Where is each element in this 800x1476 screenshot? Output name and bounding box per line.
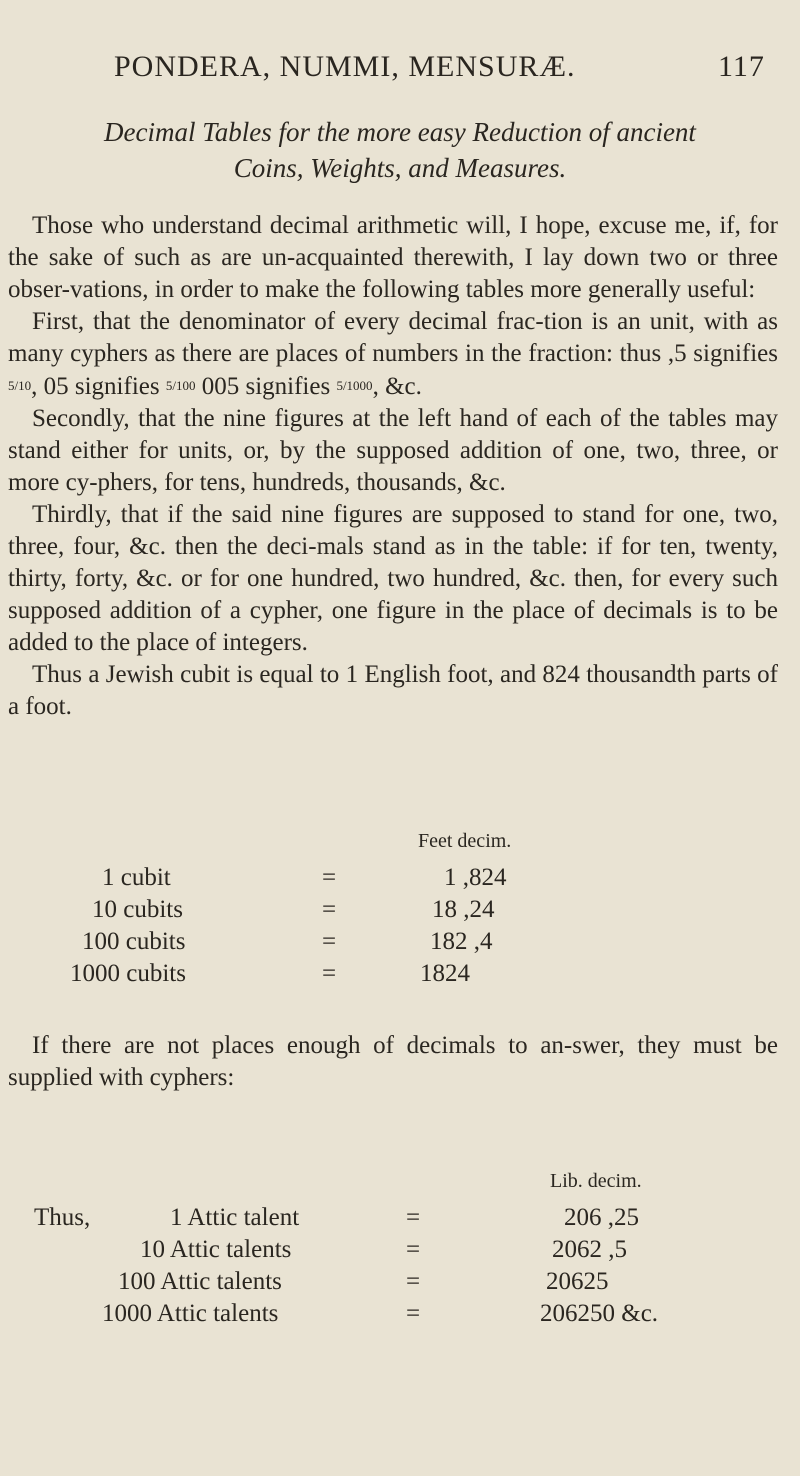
paragraph-first-text: First, that the denominator of every decimal frac-tion is an unit, with as many cyphers as there are places of numbers in the fraction: thus ,5 signifies: [8, 308, 778, 367]
cubit-label: 1 cubit: [102, 864, 171, 891]
talent-value: 2062 ,5: [552, 1236, 627, 1263]
talent-label: 100 Attic talents: [118, 1268, 282, 1295]
cubit-value: 1 ,824: [444, 864, 507, 891]
talent-label: 1 Attic talent: [170, 1204, 300, 1231]
body-text-2: [8, 1030, 778, 1094]
talent-value: 206 ,25: [564, 1204, 639, 1231]
table-row: [0, 864, 800, 896]
cubit-value: 182 ,4: [430, 928, 493, 955]
thus-label: Thus,: [34, 1204, 91, 1231]
fraction-five-tenths: 5/10: [8, 378, 32, 393]
equals-sign: =: [406, 1300, 421, 1327]
fraction-five-hundredths: 5/100: [165, 378, 196, 393]
table-row: [0, 1268, 800, 1300]
equals-sign: =: [406, 1204, 421, 1231]
paragraph-first-mid-1: , 05 signifies: [31, 373, 160, 400]
equals-sign: =: [322, 896, 337, 923]
fraction-five-thousandths: 5/1000: [336, 378, 373, 393]
talent-label: 1000 Attic talents: [102, 1300, 279, 1327]
section-heading: [0, 114, 800, 186]
cubit-label: 100 cubits: [82, 928, 186, 955]
paragraph-first: [8, 306, 778, 403]
table-row: [0, 928, 800, 960]
equals-sign: =: [406, 1268, 421, 1295]
paragraph-supply: If there are not places enough of decimals to an-swer, they must be supplied with cyphers:: [8, 1032, 778, 1091]
page-number: 117: [718, 50, 765, 83]
running-head: [0, 50, 800, 90]
paragraph-intro: Those who understand decimal arithmetic will, I hope, excuse me, if, for the sake of such as are un-acquainted therewith, I lay down two or three obser-vations, in order to make the following tables more generally useful:: [8, 212, 778, 303]
table-row: [0, 960, 800, 992]
cubit-value: 1824: [420, 960, 470, 987]
equals-sign: =: [322, 928, 337, 955]
talent-value: 206250 &c.: [540, 1300, 659, 1327]
talent-table-header: Lib. decim.: [550, 1170, 642, 1192]
equals-sign: =: [406, 1236, 421, 1263]
talent-value: 20625: [546, 1268, 609, 1295]
cubit-table: [0, 830, 800, 1000]
cubit-table-header: Feet decim.: [418, 830, 512, 852]
section-heading-line-1: Decimal Tables for the more easy Reduction of ancient: [104, 117, 696, 147]
table-row: [0, 896, 800, 928]
cubit-value: 18 ,24: [432, 896, 495, 923]
paragraph-first-end: , &c.: [372, 373, 422, 400]
talent-table: [0, 1170, 800, 1340]
table-row: [0, 1236, 800, 1268]
table-row: [0, 1204, 800, 1236]
equals-sign: =: [322, 864, 337, 891]
table-row: [0, 1300, 800, 1332]
equals-sign: =: [322, 960, 337, 987]
cubit-label: 10 cubits: [92, 896, 183, 923]
running-head-title: PONDERA, NUMMI, MENSURÆ.: [114, 50, 576, 83]
talent-label: 10 Attic talents: [140, 1236, 292, 1263]
paragraph-second: Secondly, that the nine figures at the left hand of each of the tables may stand either for units, or, by the supposed addition of one, two, three, or more cy-phers, for tens, hundreds, thousands, &c.: [8, 405, 778, 496]
paragraph-first-mid-2: 005 signifies: [195, 373, 331, 400]
body-text: [8, 210, 778, 723]
section-heading-line-2: Coins, Weights, and Measures.: [233, 153, 567, 183]
paragraph-thus: Thus a Jewish cubit is equal to 1 English foot, and 824 thousandth parts of a foot.: [8, 661, 778, 720]
paragraph-third: Thirdly, that if the said nine figures are supposed to stand for one, two, three, four, &c. then the deci-mals stand as in the table: if for ten, twenty, thirty, forty, &c. or for one hundred, two hundred, &c. then, for every such supposed addition of a cypher, one figure in the place of decimals is to be added to the place of integers.: [8, 501, 778, 656]
cubit-label: 1000 cubits: [70, 960, 186, 987]
